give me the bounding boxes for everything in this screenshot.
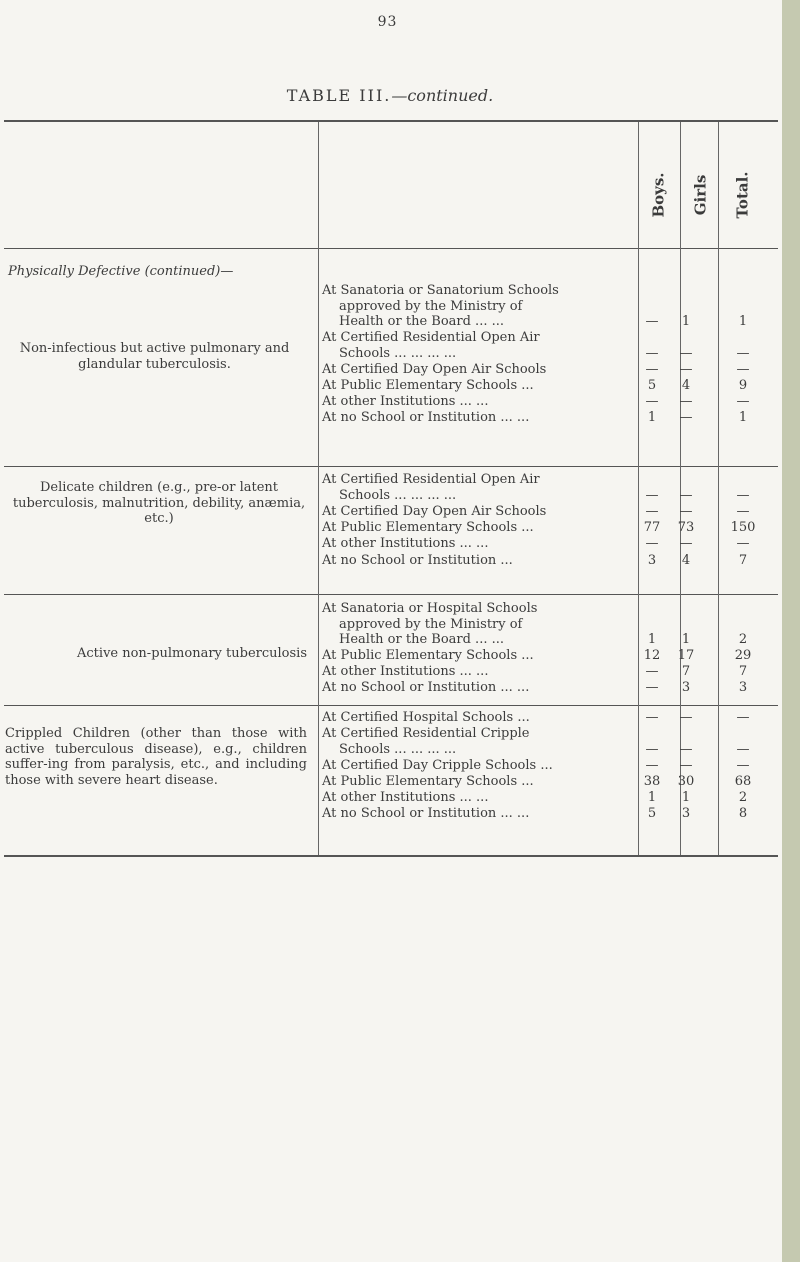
section-rule-2 [4,594,778,595]
cell-boys: — [645,394,659,409]
cell-boys: — [645,362,659,377]
cell-total: — [736,536,750,551]
cell-boys: — [645,488,659,503]
top-rule [4,120,778,122]
category-pulmonary: Non-infectious but active pulmonary and glandular tuberculosis. [19,341,290,372]
cell-boys: 5 [647,378,657,393]
section-heading: Physically Defective (continued)— [8,264,234,279]
table-title-main: TABLE III. [286,86,392,105]
row-label: At Public Elementary Schools ... [322,774,534,789]
cell-total: — [736,346,750,361]
cell-boys: — [645,536,659,551]
category-crippled: Crippled Children (other than those with active tuberculous disease), e.g., children suffer-ing from paralysis, etc., and including those with severe heart disease. [5,726,307,788]
cell-total: 150 [730,520,756,535]
row-label: At no School or Institution ... ... [322,806,530,821]
cell-boys: — [645,710,659,725]
row-label: At Certified Day Cripple Schools ... [322,758,553,773]
cell-girls: 4 [681,553,691,568]
cell-girls: 1 [681,790,691,805]
category-non-pulmonary: Active non-pulmonary tuberculosis [77,646,307,661]
row-label: At no School or Institution ... ... [322,410,530,425]
cell-girls: 1 [681,632,691,647]
row-label: At Certified Residential Cripple Schools ... ... ... ... [322,726,530,757]
row-label: At Certified Residential Open Air Schools ... ... ... ... [322,330,540,361]
header-rule [4,248,778,249]
row-label: At other Institutions ... ... [322,790,489,805]
cell-boys: — [645,664,659,679]
cell-girls: — [679,346,693,361]
cell-boys: 1 [647,790,657,805]
cell-boys: 12 [643,648,661,663]
cell-girls: — [679,410,693,425]
table-title-continued: —continued. [391,86,494,105]
section-rule-1 [4,466,778,467]
cell-total: 3 [738,680,748,695]
cell-total: — [736,758,750,773]
cell-total: — [736,394,750,409]
row-label: At no School or Institution ... [322,553,513,568]
cell-girls: — [679,362,693,377]
cell-total: — [736,488,750,503]
cell-total: — [736,710,750,725]
cell-boys: 1 [647,632,657,647]
row-label: At Sanatoria or Hospital Schools approved by the Ministry of Health or the Board ... ... [322,601,538,647]
cell-girls: 4 [681,378,691,393]
cell-total: 9 [738,378,748,393]
cell-total: — [736,362,750,377]
cell-boys: — [645,504,659,519]
cell-girls: — [679,504,693,519]
row-label: At no School or Institution ... ... [322,680,530,695]
cell-girls: — [679,394,693,409]
row-label: At Certified Day Open Air Schools [322,504,547,519]
cell-girls: — [679,758,693,773]
cell-total: 29 [734,648,752,663]
row-label: At Certified Hospital Schools ... [322,710,530,725]
col-rule-category [318,122,319,855]
cell-girls: 17 [677,648,695,663]
cell-girls: — [679,710,693,725]
cell-total: — [736,504,750,519]
page-edge [782,0,800,1262]
cell-girls: 73 [677,520,695,535]
row-label: At other Institutions ... ... [322,394,489,409]
cell-girls: — [679,488,693,503]
cell-boys: — [645,742,659,757]
cell-girls: 1 [681,314,691,329]
row-label: At other Institutions ... ... [322,664,489,679]
table-title [0,86,780,105]
cell-total: 2 [738,790,748,805]
cell-boys: 77 [643,520,661,535]
cell-girls: 30 [677,774,695,789]
section-rule-3 [4,705,778,706]
cell-boys: — [645,314,659,329]
row-label: At Public Elementary Schools ... [322,378,534,393]
cell-boys: 38 [643,774,661,789]
col-header-total: Total. [733,171,752,219]
row-label: At other Institutions ... ... [322,536,489,551]
cell-total: 7 [738,553,748,568]
row-label: At Certified Day Open Air Schools [322,362,547,377]
row-label: At Public Elementary Schools ... [322,648,534,663]
cell-total: 7 [738,664,748,679]
col-header-boys: Boys. [650,172,669,218]
page-number: 93 [377,14,398,30]
cell-boys: 3 [647,553,657,568]
cell-boys: 1 [647,410,657,425]
cell-girls: 3 [681,680,691,695]
cell-boys: — [645,346,659,361]
row-label: At Public Elementary Schools ... [322,520,534,535]
row-label: At Sanatoria or Sanatorium Schools approved by the Ministry of Health or the Board ... ... [322,283,559,329]
category-delicate: Delicate children (e.g., pre-or latent tuberculosis, malnutrition, debility, anæmia, etc.) [12,480,306,526]
row-label: At Certified Residential Open Air Schools ... ... ... ... [322,472,540,503]
cell-total: 1 [738,410,748,425]
col-header-girls: Girls [691,174,709,216]
cell-girls: 3 [681,806,691,821]
cell-total: — [736,742,750,757]
cell-boys: — [645,680,659,695]
cell-boys: — [645,758,659,773]
cell-boys: 5 [647,806,657,821]
cell-total: 8 [738,806,748,821]
cell-total: 2 [738,632,748,647]
bottom-rule [4,855,778,857]
cell-total: 68 [734,774,752,789]
col-rule-total [718,122,719,855]
cell-total: 1 [738,314,748,329]
cell-girls: — [679,742,693,757]
cell-girls: — [679,536,693,551]
cell-girls: 7 [681,664,691,679]
